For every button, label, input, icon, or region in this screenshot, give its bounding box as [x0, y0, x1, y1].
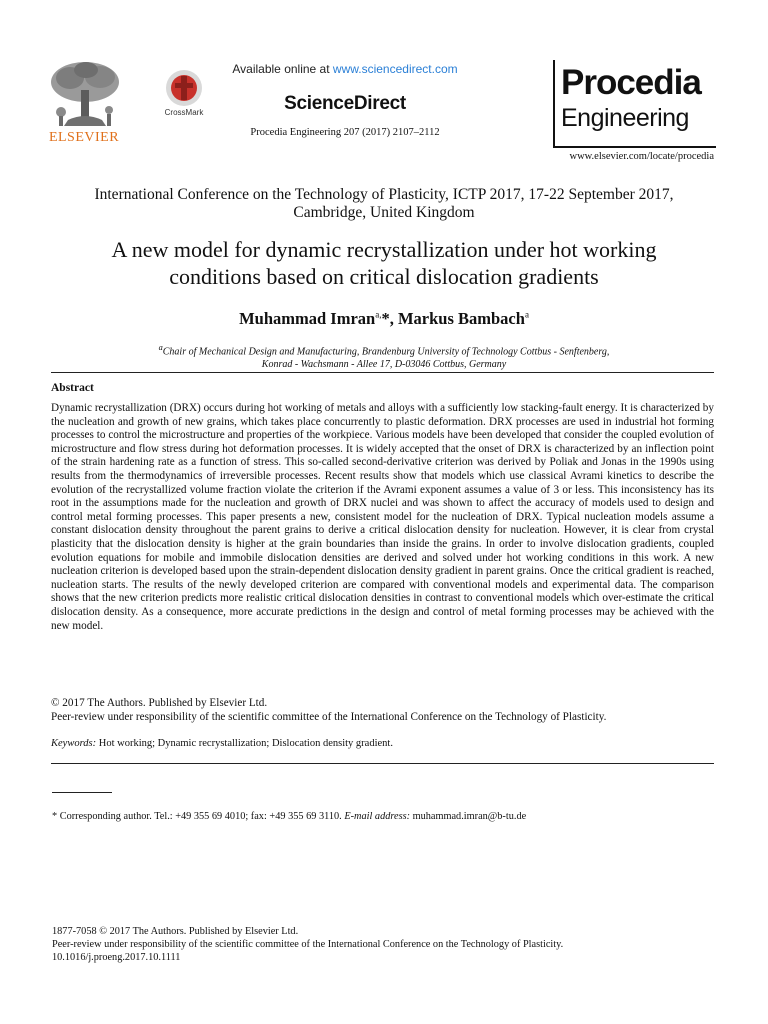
article-title [50, 236, 718, 290]
sciencedirect-link[interactable]: www.sciencedirect.com [332, 62, 458, 76]
journal-logo [553, 60, 716, 148]
keywords-list: Hot working; Dynamic recrystallization; Dislocation density gradient. [96, 738, 393, 749]
footnote-divider [52, 792, 112, 793]
author-name: Markus Bambach [397, 309, 525, 328]
affiliation-marker: a [158, 343, 163, 352]
journal-name-line1: Procedia [561, 63, 701, 102]
page-footer [52, 925, 720, 964]
corresponding-author-footnote [52, 811, 526, 822]
conference-info [50, 186, 718, 222]
conference-line: International Conference on the Technology of Plasticity, ICTP 2017, 17-22 September 2017, [94, 186, 674, 203]
email-address[interactable]: muhammad.imran@b-tu.de [410, 811, 527, 822]
email-label: E-mail address: [344, 811, 411, 822]
keywords-label: Keywords: [51, 738, 97, 749]
keywords [51, 738, 393, 749]
crossmark-badge[interactable] [157, 68, 211, 120]
title-line: conditions based on critical dislocation gradients [169, 264, 599, 289]
available-online [210, 62, 480, 76]
journal-url[interactable]: www.elsevier.com/locate/procedia [569, 151, 714, 162]
author-affiliation-mark: a, [375, 309, 382, 320]
available-online-text: Available online at [232, 62, 333, 76]
copyright-notice: © 2017 The Authors. Published by Elsevier Ltd. [51, 697, 268, 709]
abstract-text: Dynamic recrystallization (DRX) occurs during hot working of metals and alloys with a sufficiently low stacking-fault energy. It is characterized by the nucleation and growth of new grains, which takes place concurrently to plastic deformation. DRX processes are used in industrial hot forming processes to control the microstructure and properties of the workpiece. Various models have been developed that consider the coupled evolution of microstructure and flow stress during hot deformation processes. It is widely accepted that the onset of DRX is characterized by an inflection point of the strain hardening rate as a function of stress. This so-called second-derivative criterion was derived by Poliak and Jonas in the 1990s using results from the thermodynamics of irreversible processes. Recent results show that models which use classical Avrami kinetics to describe the evolution of the recrystallized volume fraction violate the criterion if the Avrami exponent assumes a value of 3 or less. This inconsistency has its root in the assumptions made for the nucleation and growth of DRX nuclei and was shown to affect the accuracy of models used to design and control metal forming processes. This paper presents a new, consistent model for the nucleation of DRX. Typical nucleation models assume a constant dislocation density throughout the parent grains to derive a critical dislocation density for nucleation. However, it is clear from crystal plasticity that the dislocation density is higher at the grain boundaries than inside the grains. In order to involve dislocation gradients, coupled evolution equations for mobile and immobile dislocation densities are derived and solved under hot working conditions in this work. A new nucleation criterion is developed based upon the strain-dependent dislocation density gradient in parent grains. Once the critical gradient is reached, nucleation starts. The results of the newly developed criterion are compared with conventional models and experimental data. The comparison shows that the new criterion predicts more realistic critical dislocation densities in contrast to conventional models which over-estimate the critical dislocation density. As a consequence, more accurate predictions in the design and control of metal forming processes may be achieved with the new model. [51, 402, 714, 632]
elsevier-tree-logo [46, 60, 124, 128]
crossmark-icon [164, 68, 204, 108]
author-list: Muhammad Imran$^{a,}$*, Markus Bambach$^a$ [239, 309, 529, 328]
affiliation [50, 341, 718, 371]
affiliation-line: Konrad - Wachsmann - Allee 17, D-03046 Cottbus, Germany [261, 359, 507, 371]
affiliation-line: Chair of Mechanical Design and Manufacturing, Brandenburg University of Technology Cottbus - Senftenberg, [162, 346, 610, 358]
author-affiliation-mark: a [524, 309, 529, 320]
crossmark-label: CrossMark [164, 108, 204, 117]
corresponding-marker: * [381, 309, 390, 328]
elsevier-logo [28, 60, 140, 150]
journal-name-line2: Engineering [561, 104, 689, 132]
journal-citation: Procedia Engineering 207 (2017) 2107–2112 [250, 127, 440, 138]
platform-name: ScienceDirect [284, 93, 406, 114]
footer-peer-review: Peer-review under responsibility of the scientific committee of the International Conference on the Technology of Plasticity. [52, 939, 564, 950]
abstract-heading: Abstract [51, 382, 94, 394]
divider [51, 372, 714, 373]
divider [51, 763, 714, 764]
conference-line: Cambridge, United Kingdom [293, 204, 475, 221]
peer-review-notice: Peer-review under responsibility of the scientific committee of the International Conference on the Technology of Plasticity. [51, 711, 607, 723]
footnote-text: * Corresponding author. Tel.: +49 355 69 4010; fax: +49 355 69 3110. [52, 811, 345, 822]
footer-doi[interactable]: 10.1016/j.proeng.2017.10.1111 [52, 952, 181, 963]
author-name: Muhammad Imran [239, 309, 376, 328]
title-line: A new model for dynamic recrystallization under hot working [111, 237, 657, 262]
footer-issn: 1877-7058 © 2017 The Authors. Published by Elsevier Ltd. [52, 926, 299, 937]
publisher-name: ELSEVIER [48, 130, 120, 145]
